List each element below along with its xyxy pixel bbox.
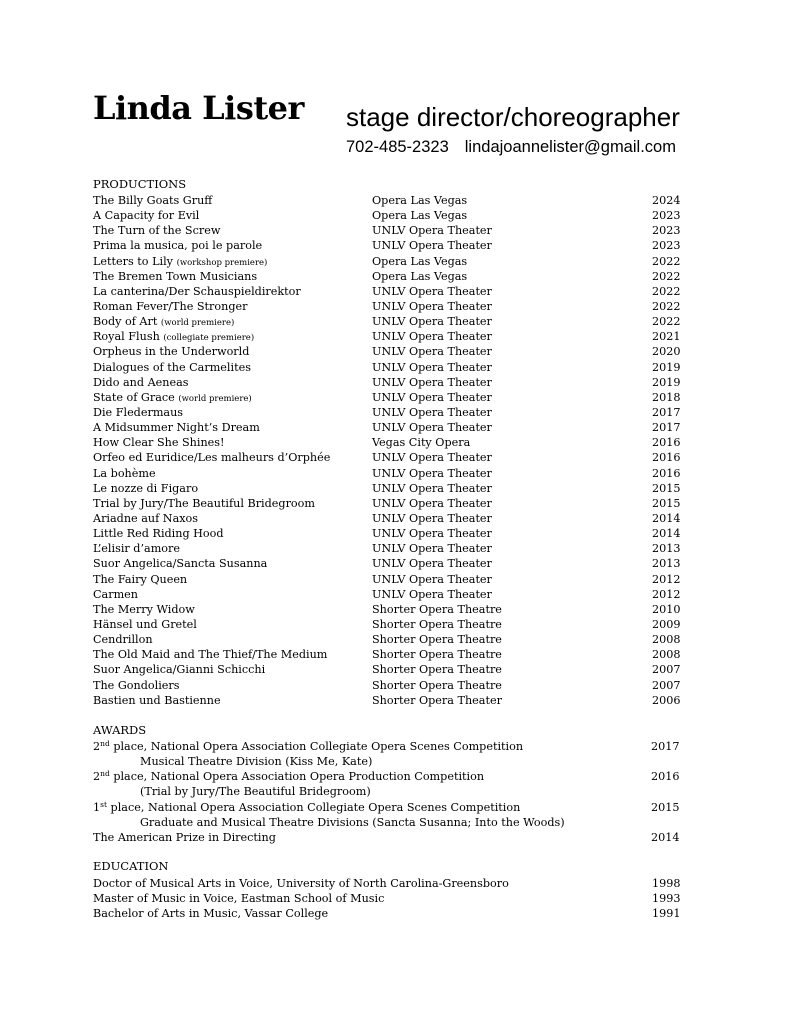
award-ordinal-suffix: st	[100, 800, 107, 809]
production-title-cell	[93, 556, 267, 571]
production-row	[93, 390, 693, 405]
production-title: Dialogues of the Carmelites	[93, 360, 251, 374]
production-row	[93, 450, 693, 465]
production-row	[93, 238, 693, 253]
production-title: Orfeo ed Euridice/Les malheurs d’Orphée	[93, 451, 331, 465]
production-title: Le nozze di Figaro	[93, 481, 199, 495]
production-row	[93, 541, 693, 556]
production-year: 2013	[652, 542, 681, 556]
production-title: Suor Angelica/Sancta Susanna	[93, 557, 268, 571]
production-title: The Gondoliers	[93, 678, 180, 692]
award-line	[93, 739, 693, 754]
production-title: A Capacity for Evil	[93, 209, 200, 223]
production-row	[93, 360, 693, 375]
production-year: 2007	[652, 663, 681, 677]
production-title: Dido and Aeneas	[93, 375, 189, 389]
production-title-cell	[93, 632, 153, 647]
production-company: UNLV Opera Theater	[372, 330, 492, 344]
production-row	[93, 632, 693, 647]
production-year: 2018	[652, 390, 681, 404]
production-title-cell	[93, 647, 327, 662]
production-year: 2022	[652, 299, 681, 313]
award-year: 2014	[651, 831, 680, 844]
production-row	[93, 587, 693, 602]
production-year: 2023	[652, 239, 681, 253]
production-year: 2012	[652, 572, 681, 586]
production-row	[93, 647, 693, 662]
award-line	[93, 769, 693, 784]
production-company: Opera Las Vegas	[372, 209, 468, 223]
production-row	[93, 556, 693, 571]
production-company: UNLV Opera Theater	[372, 451, 492, 465]
production-year: 2009	[652, 617, 681, 631]
award-entry	[93, 739, 693, 769]
production-title-cell	[93, 587, 138, 602]
production-title: The Old Maid and The Thief/The Medium	[93, 648, 328, 662]
role-title: stage director/choreographer	[346, 102, 680, 132]
production-title-cell	[93, 238, 262, 253]
production-year: 2010	[652, 602, 681, 616]
production-row	[93, 662, 693, 677]
award-text: place, National Opera Association Opera Production Competition	[109, 770, 485, 783]
production-note: (workshop premiere)	[176, 257, 268, 268]
production-title: Ariadne auf Naxos	[93, 511, 199, 525]
production-title-cell	[93, 481, 198, 496]
production-title: The Fairy Queen	[93, 572, 188, 586]
production-title-cell	[93, 375, 189, 390]
production-row	[93, 678, 693, 693]
production-title: How Clear She Shines!	[93, 436, 225, 450]
production-company: UNLV Opera Theater	[372, 527, 492, 541]
production-title: L’elisir d’amore	[93, 542, 181, 556]
production-company: UNLV Opera Theater	[372, 375, 492, 389]
production-row	[93, 617, 693, 632]
production-title: Bastien und Bastienne	[93, 693, 221, 707]
production-row	[93, 693, 693, 708]
production-company: UNLV Opera Theater	[372, 496, 492, 510]
production-year: 2022	[652, 315, 681, 329]
education-degree: Master of Music in Voice, Eastman School of Music	[93, 892, 385, 906]
education-degree: Bachelor of Arts in Music, Vassar College	[93, 907, 329, 921]
award-entry	[93, 830, 693, 845]
production-company: Shorter Opera Theatre	[372, 602, 502, 616]
production-title: The Merry Widow	[93, 602, 195, 616]
phone-number: 702-485-2323	[346, 138, 449, 156]
production-row	[93, 435, 693, 450]
production-title-cell	[93, 511, 198, 526]
award-entry	[93, 769, 693, 799]
production-note: (collegiate premiere)	[163, 333, 255, 344]
production-company: Opera Las Vegas	[372, 254, 468, 268]
production-title: Body of Art	[93, 315, 158, 329]
production-company: UNLV Opera Theater	[372, 299, 492, 313]
name-heading: Linda Lister	[93, 89, 304, 127]
production-title: Prima la musica, poi le parole	[93, 239, 263, 253]
production-title: La bohème	[93, 466, 156, 480]
production-year: 2016	[652, 436, 681, 450]
production-title: Hänsel und Gretel	[93, 617, 197, 631]
production-company: Shorter Opera Theatre	[372, 617, 502, 631]
production-row	[93, 496, 693, 511]
production-row	[93, 602, 693, 617]
production-title-cell	[93, 299, 247, 314]
awards-heading: AWARDS	[93, 723, 147, 737]
production-row	[93, 526, 693, 541]
production-title: Roman Fever/The Stronger	[93, 299, 248, 313]
award-text: The American Prize in Directing	[93, 831, 276, 844]
production-year: 2017	[652, 405, 681, 419]
production-row	[93, 223, 693, 238]
production-company: UNLV Opera Theater	[372, 481, 492, 495]
production-row	[93, 269, 693, 284]
production-year: 2013	[652, 557, 681, 571]
production-year: 2022	[652, 254, 681, 268]
production-row	[93, 511, 693, 526]
education-heading: EDUCATION	[93, 859, 169, 873]
award-ordinal: 1	[93, 801, 101, 814]
production-year: 2007	[652, 678, 681, 692]
production-company: UNLV Opera Theater	[372, 315, 492, 329]
production-year: 2014	[652, 527, 681, 541]
production-title-cell	[93, 223, 220, 238]
production-company: UNLV Opera Theater	[372, 511, 492, 525]
contact-line	[346, 139, 676, 156]
production-title-cell	[93, 496, 315, 511]
award-year: 2015	[651, 801, 680, 814]
production-year: 2022	[652, 269, 681, 283]
production-company: UNLV Opera Theater	[372, 542, 492, 556]
education-year: 1993	[652, 892, 681, 906]
production-company: Vegas City Opera	[372, 436, 471, 450]
production-note: (world premiere)	[178, 393, 252, 404]
production-title: The Billy Goats Gruff	[93, 194, 213, 207]
production-title: State of Grace	[93, 390, 175, 404]
production-company: Opera Las Vegas	[372, 194, 468, 207]
production-row	[93, 254, 693, 269]
award-ordinal: 2	[93, 770, 101, 783]
production-row	[93, 314, 693, 329]
production-year: 2023	[652, 224, 681, 238]
production-year: 2016	[652, 466, 681, 480]
production-company: Shorter Opera Theatre	[372, 663, 502, 677]
production-title-cell	[93, 526, 224, 541]
production-company: UNLV Opera Theater	[372, 421, 492, 435]
production-title: Carmen	[93, 587, 139, 601]
production-company: UNLV Opera Theater	[372, 345, 492, 359]
award-text: place, National Opera Association Collegiate Opera Scenes Competition	[109, 740, 524, 753]
award-text: place, National Opera Association Collegiate Opera Scenes Competition	[107, 801, 521, 814]
production-title-cell	[93, 284, 301, 299]
production-company: UNLV Opera Theater	[372, 390, 492, 404]
production-company: Shorter Opera Theater	[372, 693, 502, 707]
award-detail: Graduate and Musical Theatre Divisions (Sancta Susanna; Into the Woods)	[140, 816, 565, 830]
production-company: UNLV Opera Theater	[372, 572, 492, 586]
production-title-cell	[93, 466, 156, 481]
award-ordinal-suffix: nd	[100, 739, 110, 748]
production-company: UNLV Opera Theater	[372, 360, 492, 374]
production-company: Shorter Opera Theatre	[372, 678, 502, 692]
production-row	[93, 466, 693, 481]
production-title-cell	[93, 617, 197, 632]
education-degree: Doctor of Musical Arts in Voice, University of North Carolina-Greensboro	[93, 877, 509, 890]
production-title-cell	[93, 572, 187, 587]
production-year: 2008	[652, 633, 681, 647]
production-title-cell	[93, 405, 183, 420]
production-year: 2015	[652, 496, 681, 510]
award-line	[93, 830, 693, 845]
award-ordinal: 2	[93, 740, 101, 753]
production-title: Royal Flush	[93, 330, 160, 344]
production-note: (world premiere)	[160, 318, 235, 329]
education-row	[93, 891, 693, 906]
production-company: UNLV Opera Theater	[372, 466, 492, 480]
production-title-cell	[93, 541, 180, 556]
education-row	[93, 906, 693, 921]
production-title-cell	[93, 693, 221, 708]
production-title: Letters to Lily	[93, 254, 174, 268]
production-year: 2021	[652, 330, 681, 344]
production-company: UNLV Opera Theater	[372, 405, 492, 419]
production-row	[93, 405, 693, 420]
production-year: 2016	[652, 451, 681, 465]
production-title-cell	[93, 420, 260, 435]
award-entry	[93, 800, 693, 830]
production-company: Opera Las Vegas	[372, 269, 468, 283]
production-title-cell	[93, 450, 330, 465]
production-title-cell	[93, 193, 212, 208]
production-row	[93, 375, 693, 390]
production-year: 2024	[652, 194, 681, 207]
production-row	[93, 329, 693, 344]
production-year: 2015	[652, 481, 681, 495]
production-title-cell	[93, 435, 225, 450]
production-title-cell	[93, 208, 199, 223]
production-row	[93, 572, 693, 587]
production-title-cell	[93, 344, 249, 359]
production-row	[93, 481, 693, 496]
production-year: 2008	[652, 648, 681, 662]
production-title: A Midsummer Night’s Dream	[93, 421, 260, 435]
production-company: Shorter Opera Theatre	[372, 648, 502, 662]
production-title: Die Fledermaus	[93, 405, 184, 419]
production-company: Shorter Opera Theatre	[372, 633, 502, 647]
award-year: 2017	[651, 740, 680, 753]
production-company: UNLV Opera Theater	[372, 224, 492, 238]
production-year: 2020	[652, 345, 681, 359]
award-detail: Musical Theatre Division (Kiss Me, Kate)	[140, 755, 373, 769]
production-title-cell	[93, 269, 257, 284]
production-company: UNLV Opera Theater	[372, 239, 492, 253]
education-year: 1998	[652, 877, 681, 890]
production-title: Orpheus in the Underworld	[93, 345, 250, 359]
productions-list	[93, 193, 693, 708]
production-title-cell	[93, 678, 180, 693]
production-title-cell	[93, 662, 265, 677]
production-title-cell	[93, 360, 251, 375]
production-title-cell	[93, 602, 195, 617]
production-row	[93, 344, 693, 359]
production-title: The Bremen Town Musicians	[93, 269, 258, 283]
production-title: The Turn of the Screw	[93, 224, 221, 238]
email-address: lindajoannelister@gmail.com	[464, 138, 676, 156]
production-year: 2022	[652, 284, 681, 298]
production-row	[93, 420, 693, 435]
production-row	[93, 299, 693, 314]
award-year: 2016	[651, 770, 680, 783]
production-year: 2017	[652, 421, 681, 435]
production-year: 2023	[652, 209, 681, 223]
production-year: 2014	[652, 511, 681, 525]
production-year: 2019	[652, 375, 681, 389]
award-detail: (Trial by Jury/The Beautiful Bridegroom)	[140, 785, 371, 799]
award-line	[93, 800, 693, 815]
production-year: 2006	[652, 693, 681, 707]
education-year: 1991	[652, 907, 681, 921]
production-title: La canterina/Der Schauspieldirektor	[93, 284, 301, 298]
production-company: UNLV Opera Theater	[372, 587, 492, 601]
award-ordinal-suffix: nd	[100, 769, 110, 778]
production-title: Trial by Jury/The Beautiful Bridegroom	[93, 496, 315, 510]
production-title: Suor Angelica/Gianni Schicchi	[93, 663, 266, 677]
production-title: Little Red Riding Hood	[93, 527, 224, 541]
education-row	[93, 876, 693, 891]
production-company: UNLV Opera Theater	[372, 284, 492, 298]
production-company: UNLV Opera Theater	[372, 557, 492, 571]
education-list	[93, 876, 693, 922]
production-row	[93, 193, 693, 208]
production-row	[93, 208, 693, 223]
production-row	[93, 284, 693, 299]
production-year: 2012	[652, 587, 681, 601]
productions-heading: PRODUCTIONS	[93, 177, 187, 191]
production-title: Cendrillon	[93, 633, 153, 647]
production-year: 2019	[652, 360, 681, 374]
